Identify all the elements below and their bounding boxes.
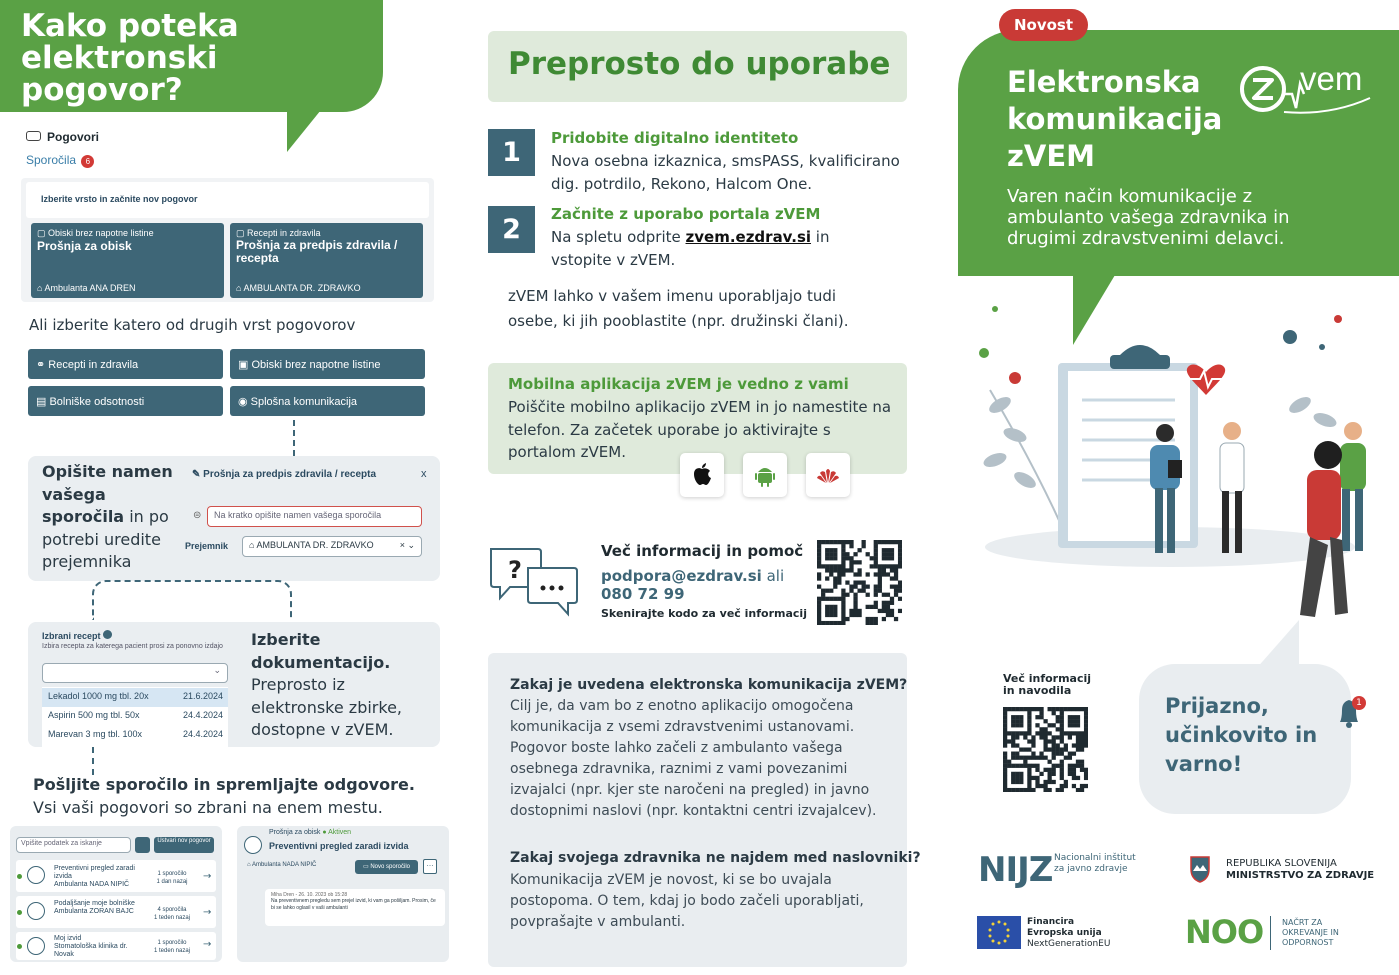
arrow-right-icon: → bbox=[203, 939, 212, 950]
count-badge: 6 bbox=[81, 155, 94, 168]
btn-obiski[interactable]: ▣ Obiski brez napotne listine bbox=[230, 349, 425, 379]
qr-code-icon[interactable] bbox=[1003, 707, 1088, 792]
delegate-text: zVEM lahko v vašem imenu uporabljajo tudi osebe, ki jih pooblastite (npr. družinski člani). bbox=[508, 287, 849, 330]
pill-icon: ⚭ bbox=[36, 359, 49, 371]
faq1-question: Zakaj je uvedena elektronska komunikacija zVEM? bbox=[510, 677, 908, 693]
panel-header-text: Izberite vrsto in začnite nov pogovor bbox=[41, 194, 198, 204]
qr-code-icon[interactable] bbox=[817, 540, 902, 625]
list-item-meta: 4 sporočila 1 teden nazaj bbox=[153, 907, 191, 921]
pill-icon: ▢ bbox=[236, 228, 248, 238]
step2-body: Na spletu odprite zvem.ezdrav.si in vstopite v zVEM. bbox=[551, 228, 830, 269]
slogan-bubble-tail bbox=[1255, 620, 1299, 670]
recept-row-name[interactable]: Aspirin 500 mg tbl. 50x bbox=[48, 710, 140, 720]
recept-select[interactable] bbox=[42, 663, 228, 683]
nijz-logo: NIJZ bbox=[978, 850, 1053, 890]
send-text: Vsi vaši pogovori so zbrani na enem mestu. bbox=[33, 798, 383, 817]
chevron-down-icon: ⌄ bbox=[213, 666, 221, 676]
new-conversation-button[interactable]: Ustvari nov pogovor bbox=[154, 837, 214, 853]
list-item-meta: 1 sporočilo 1 dan nazaj bbox=[156, 871, 188, 885]
divider bbox=[1270, 916, 1271, 950]
recept-row-date: 21.6.2024 bbox=[183, 691, 224, 701]
faq2-answer: Komunikacija zVEM je novost, ki se bo uvajala postopoma. O tem, kdaj jo bodo začeli uporabljati, povprašajte v ambulanti. bbox=[510, 872, 864, 930]
recept-row-name[interactable]: Marevan 3 mg tbl. 100x bbox=[48, 729, 143, 739]
step-number: 1 bbox=[488, 129, 535, 176]
form-title: ✎ Prošnja za predpis zdravila / recepta bbox=[192, 469, 377, 480]
recept-row-date: 24.4.2024 bbox=[183, 710, 224, 720]
unread-dot bbox=[17, 944, 22, 949]
recept-row-name[interactable]: Lekadol 1000 mg tbl. 20x bbox=[48, 691, 149, 701]
noo-logo: NOO bbox=[1185, 913, 1264, 951]
conversation-ambulanta: ⌂ Ambulanta NADA NIPIČ bbox=[247, 862, 317, 868]
step2-title: Začnite z uporabo portala zVEM bbox=[551, 205, 821, 223]
chat-icon bbox=[26, 131, 41, 141]
zvem-logo-text: vem bbox=[1300, 60, 1363, 97]
calendar-icon[interactable] bbox=[135, 837, 150, 853]
more-info-text: Več informacij in navodila bbox=[1003, 672, 1092, 697]
pogovori-heading: Pogovori bbox=[26, 130, 99, 144]
describe-text: Opišite namen vašega sporočila in po potrebi uredite prejemnika bbox=[42, 462, 173, 571]
btn-bolniske[interactable]: ▤ Bolniške odsotnosti bbox=[28, 386, 223, 416]
hero-title: Elektronska komunikacija zVEM bbox=[1007, 65, 1223, 173]
or-choose-text: Ali izberite katero od drugih vrst pogovorov bbox=[29, 316, 356, 334]
illustration-people-clipboard bbox=[970, 295, 1399, 645]
zvem-link[interactable]: zvem.ezdrav.si bbox=[685, 228, 812, 246]
arrow-right-icon: → bbox=[203, 871, 212, 882]
ministry-text: REPUBLIKA SLOVENIJA MINISTRSTVO ZA ZDRAVJE bbox=[1226, 858, 1375, 881]
connector-curve bbox=[92, 580, 292, 620]
hero-subtitle: Varen način komunikacije z ambulanto vašega zdravnika in drugimi zdravstvenimi delavci. bbox=[1007, 186, 1290, 249]
btn-splosna[interactable]: ◉ Splošna komunikacija bbox=[230, 386, 425, 416]
step1-title: Pridobite digitalno identiteto bbox=[551, 129, 799, 147]
edit-icon: ✎ bbox=[192, 469, 204, 480]
home-icon: ⌂ bbox=[236, 283, 244, 293]
conversation-title: Preventivni pregled zaradi izvida bbox=[269, 841, 409, 851]
send-title: Pošljite sporočilo in spremljajte odgovore. bbox=[33, 775, 415, 794]
recept-label: Izbrani recept bbox=[42, 630, 112, 641]
svg-text:?: ? bbox=[508, 556, 522, 584]
slovenia-coat-of-arms-icon bbox=[1189, 855, 1211, 887]
door-icon: ▢ bbox=[37, 228, 49, 238]
home-icon: ⌂ bbox=[249, 540, 257, 550]
eu-text: Financira Evropska unija NextGenerationEU bbox=[1027, 917, 1111, 949]
help-phone[interactable]: 080 72 99 bbox=[601, 585, 685, 603]
new-message-button[interactable]: ▭ Novo sporočilo bbox=[355, 860, 418, 874]
huawei-store-icon[interactable] bbox=[806, 453, 850, 497]
sporocila-link[interactable]: Sporočila 6 bbox=[26, 153, 94, 168]
mobile-body: Poiščite mobilno aplikacijo zVEM in jo namestite na telefon. Za začetek uporabe jo aktivirajte s portalom zVEM. bbox=[508, 398, 892, 461]
list-item-text: Preventivni pregled zaradi izvida Ambulanta NADA NIPIČ bbox=[54, 865, 135, 888]
message-icon: ▭ bbox=[362, 864, 371, 870]
slogan-text: Prijazno, učinkovito in varno! bbox=[1165, 694, 1318, 776]
step-number: 2 bbox=[488, 206, 535, 253]
help-chat-icon bbox=[488, 546, 580, 622]
card-prosnja-za-obisk[interactable]: ▢ Obiski brez napotne listine Prošnja za obisk ⌂ Ambulanta ANA DREN bbox=[31, 223, 224, 298]
home-icon: ⌂ bbox=[37, 283, 45, 293]
card-prosnja-za-recept[interactable]: ▢ Recepti in zdravila Prošnja za predpis zdravila / recepta ⌂ AMBULANTA DR. ZDRAVKO bbox=[230, 223, 423, 298]
connector-line bbox=[293, 420, 295, 456]
note-icon: ⊜ bbox=[193, 510, 202, 521]
step1-body: Nova osebna izkaznica, smsPASS, kvalificirano dig. potrdilo, Rekono, Halcom One. bbox=[551, 152, 900, 193]
search-input[interactable]: Vpišite podatek za iskanje bbox=[16, 837, 131, 853]
btn-recepti[interactable]: ⚭ Recepti in zdravila bbox=[28, 349, 223, 379]
noo-text: NAČRT ZA OKREVANJE IN ODPORNOST bbox=[1282, 918, 1339, 947]
apple-store-icon[interactable] bbox=[680, 453, 724, 497]
message-bubble: Miha Dren - 26. 10. 2023 ob 15:28 Na preventivnem pregledu sem prejel izvid, ki vam ga pošiljam. Prosim, če bi se lahko oglasil v vaši ambulanti bbox=[265, 889, 445, 926]
eu-flag-icon bbox=[977, 916, 1021, 949]
connector-line bbox=[92, 747, 94, 775]
recept-row-date: 24.4.2024 bbox=[183, 729, 224, 739]
simple-use-title: Preprosto do uporabe bbox=[508, 46, 891, 82]
documentation-text: Izberite dokumentacijo. Preprosto iz elektronske zbirke, dostopne v zVEM. bbox=[251, 630, 402, 739]
help-email-link[interactable]: podpora@ezdrav.si bbox=[601, 567, 762, 585]
android-store-icon[interactable] bbox=[743, 453, 787, 497]
door-icon: ▣ bbox=[238, 359, 252, 371]
faq2-question: Zakaj svojega zdravnika ne najdem med naslovniki? bbox=[510, 850, 921, 866]
document-icon bbox=[27, 937, 45, 955]
close-icon[interactable]: x bbox=[421, 468, 427, 480]
help-contact: podpora@ezdrav.si ali bbox=[601, 567, 785, 585]
recipient-label: Prejemnik bbox=[185, 541, 229, 551]
novost-badge: Novost bbox=[999, 9, 1088, 41]
mobile-title: Mobilna aplikacija zVEM je vedno z vami bbox=[508, 375, 849, 393]
unread-dot bbox=[17, 910, 22, 915]
info-icon bbox=[103, 630, 112, 639]
list-item-meta: 1 sporočilo 1 teden nazaj bbox=[153, 940, 191, 954]
chat-icon: ◉ bbox=[238, 396, 251, 408]
bell-badge: 1 bbox=[1352, 696, 1366, 710]
back-icon[interactable] bbox=[244, 836, 262, 854]
list-item-text: Podaljšanje moje bolniške Ambulanta ZORAN BAJC bbox=[54, 900, 135, 915]
arrow-right-icon: → bbox=[203, 907, 212, 918]
help-scan-text: Skenirajte kodo za več informacij bbox=[601, 607, 807, 620]
faq1-answer: Cilj je, da vam bo z enotno aplikacijo omogočena komunikacija z vsemi zdravstvenimi ustanovami. Pogovor boste lahko začeli z ambulanto vašega osebnega zdravnika, raznimi z vami povezanimi izvajalci (npr. kjer ste naročeni na pregled) in javno dostopnimi naslovi (npr. kontaktni centri izvajalcev). bbox=[510, 698, 877, 819]
list-item-text: Moj izvid Stomatološka klinika dr. Novak bbox=[54, 935, 128, 958]
recipient-select[interactable]: ⌂ AMBULANTA DR. ZDRAVKO × ⌄ bbox=[242, 536, 422, 557]
help-title: Več informacij in pomoč bbox=[601, 542, 804, 560]
left-title: Kako poteka elektronski pogovor? bbox=[21, 8, 239, 108]
recept-hint: Izbira recepta za katerega pacient prosi za ponovno izdajo bbox=[42, 643, 223, 650]
unread-dot bbox=[17, 874, 22, 879]
chevron-down-icon: × ⌄ bbox=[399, 540, 415, 550]
header-bubble-tail bbox=[287, 100, 329, 152]
conversation-breadcrumb: Prošnja za obisk ● Aktiven bbox=[269, 829, 352, 836]
bed-icon: ▤ bbox=[36, 396, 50, 408]
door-icon bbox=[27, 866, 45, 884]
home-icon: ⌂ bbox=[247, 862, 252, 868]
bed-icon bbox=[27, 902, 45, 920]
purpose-input[interactable]: Na kratko opišite namen vašega sporočila bbox=[207, 506, 422, 527]
more-icon[interactable]: … bbox=[423, 859, 437, 874]
nijz-text: Nacionalni inštitut za javno zdravje bbox=[1054, 853, 1136, 874]
